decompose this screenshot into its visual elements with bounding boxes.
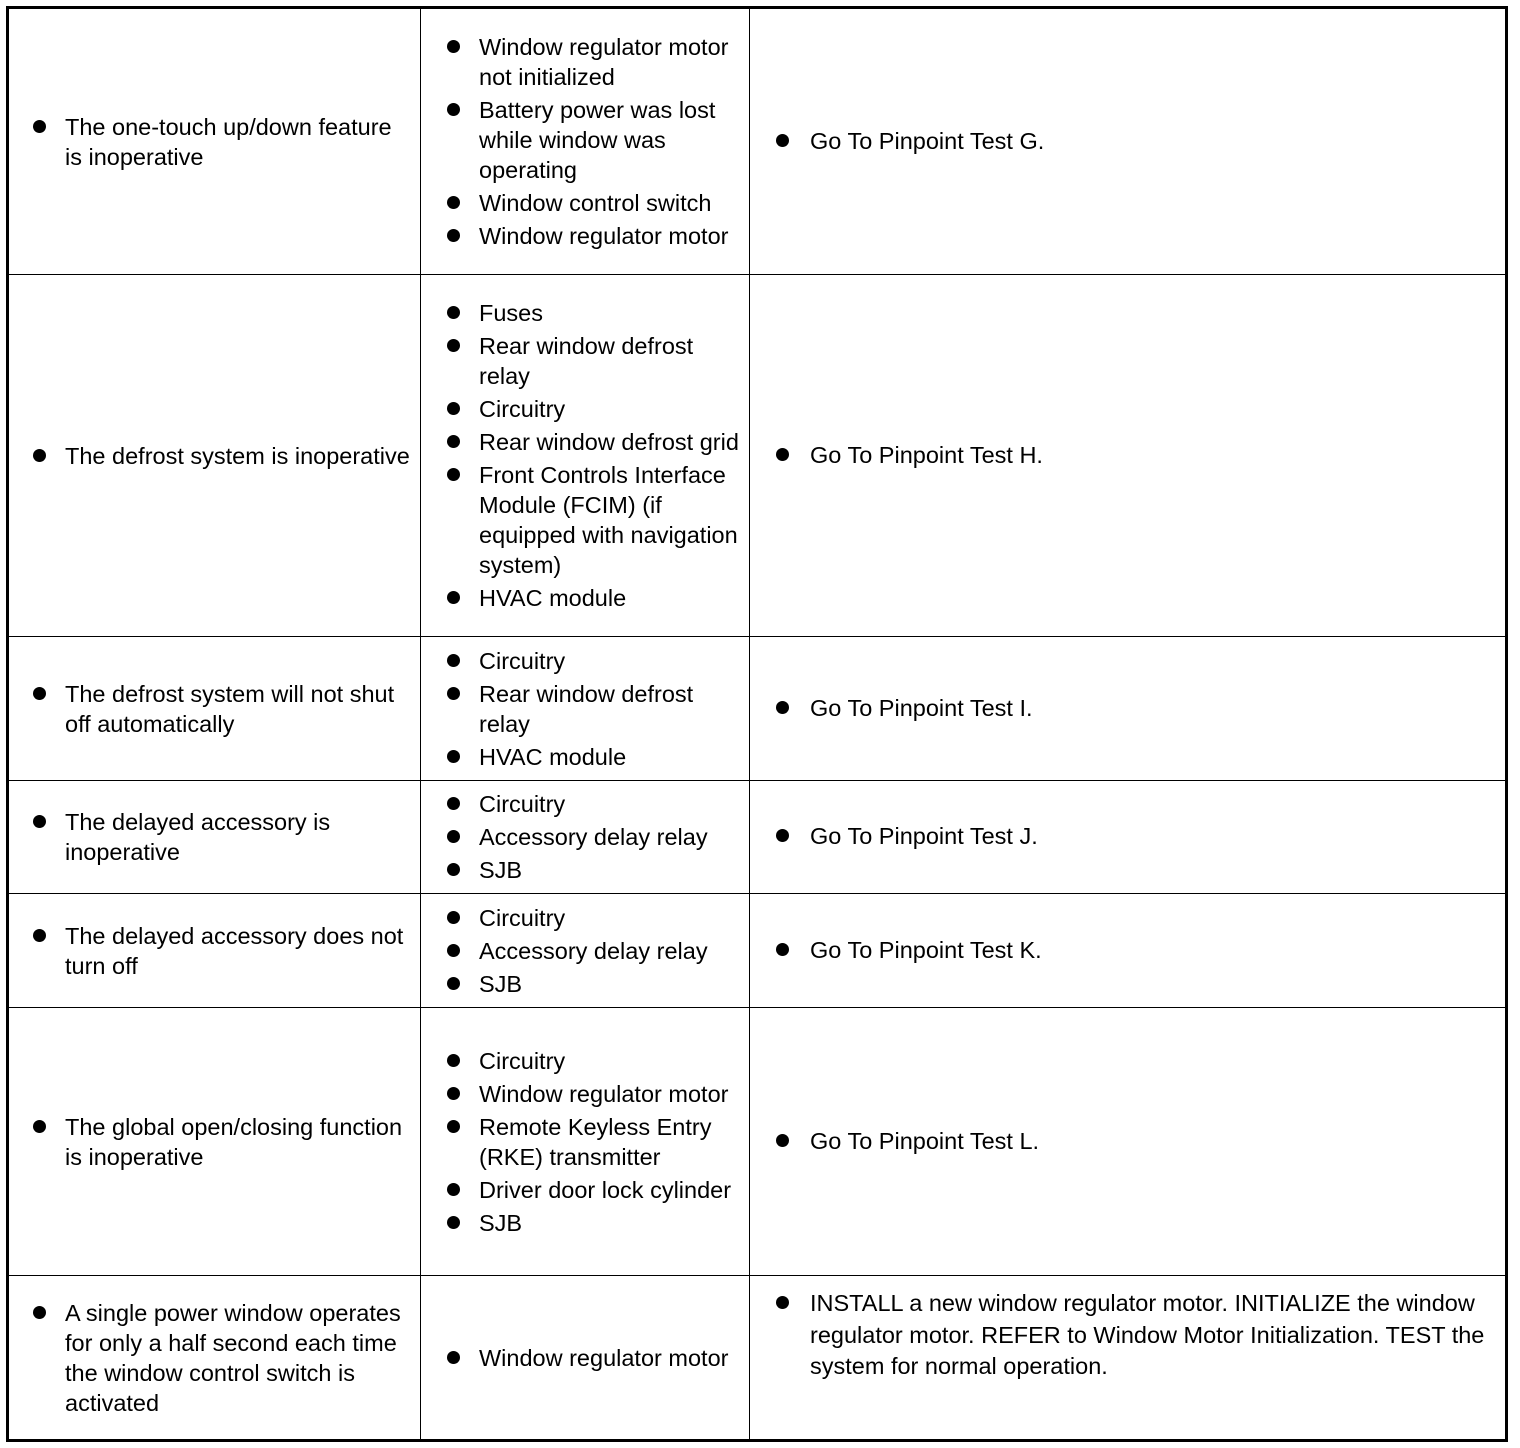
source-item: Circuitry [447,903,745,933]
action-cell [749,781,1505,893]
bullet-icon [447,1054,460,1067]
bullet-icon [776,1296,789,1309]
bullet-icon [447,911,460,924]
possible-source-cell [420,637,749,780]
symptom-item: The global open/closing function is inoperative [33,1112,412,1172]
table-row [9,1275,1505,1439]
bullet-icon [447,654,460,667]
action-cell [749,894,1505,1007]
bullet-icon [33,1120,46,1133]
source-item: Window regulator motor [447,221,745,251]
action-cell [749,1008,1505,1275]
source-item: Rear window defrost relay [447,679,745,739]
action-item: Go To Pinpoint Test G. [776,126,1501,158]
bullet-icon [33,1306,46,1319]
bullet-icon [447,977,460,990]
source-item: Window control switch [447,188,745,218]
bullet-icon [33,120,46,133]
bullet-icon [447,591,460,604]
action-item: Go To Pinpoint Test H. [776,440,1501,472]
bullet-icon [447,863,460,876]
action-cell [749,637,1505,780]
bullet-icon [447,1120,460,1133]
action-item: INSTALL a new window regulator motor. INITIALIZE the window regulator motor. REFER to Window Motor Initialization. TEST the system for normal operation. [776,1288,1501,1383]
symptom-cell [9,1276,420,1439]
possible-source-cell [420,9,749,274]
bullet-icon [447,944,460,957]
symptom-item: The delayed accessory is inoperative [33,807,412,867]
action-cell [749,275,1505,636]
symptom-cell [9,637,420,780]
symptom-cell [9,781,420,893]
bullet-icon [776,943,789,956]
table-row [9,636,1505,780]
action-cell [749,9,1505,274]
bullet-icon [33,449,46,462]
source-item: Rear window defrost relay [447,331,745,391]
source-item: Accessory delay relay [447,936,745,966]
bullet-icon [447,196,460,209]
source-item: Circuitry [447,789,745,819]
source-item: Circuitry [447,394,745,424]
bullet-icon [447,468,460,481]
bullet-icon [447,797,460,810]
action-item: Go To Pinpoint Test J. [776,821,1501,853]
possible-source-cell [420,1276,749,1439]
bullet-icon [447,1351,460,1364]
bullet-icon [447,750,460,763]
symptom-cell [9,894,420,1007]
bullet-icon [776,701,789,714]
bullet-icon [776,829,789,842]
source-item: Circuitry [447,1046,745,1076]
bullet-icon [447,103,460,116]
source-item: SJB [447,969,745,999]
table-row [9,9,1505,274]
symptom-item: The defrost system will not shut off automatically [33,679,412,739]
table-row [9,893,1505,1007]
symptom-cell [9,9,420,274]
possible-source-cell [420,275,749,636]
source-item: Remote Keyless Entry (RKE) transmitter [447,1112,745,1172]
bullet-icon [447,435,460,448]
source-item: Window regulator motor [447,1079,745,1109]
bullet-icon [447,687,460,700]
bullet-icon [776,134,789,147]
bullet-icon [447,402,460,415]
bullet-icon [447,306,460,319]
source-item: SJB [447,855,745,885]
diagnostic-table [6,6,1508,1442]
bullet-icon [33,815,46,828]
table-row [9,1007,1505,1275]
symptom-cell [9,1008,420,1275]
bullet-icon [33,929,46,942]
source-item: Fuses [447,298,745,328]
symptom-item: A single power window operates for only a half second each time the window control switch is activated [33,1298,412,1418]
source-item: Window regulator motor not initialized [447,32,745,92]
action-cell [749,1276,1505,1439]
source-item: Driver door lock cylinder [447,1175,745,1205]
bullet-icon [447,40,460,53]
table-row [9,274,1505,636]
bullet-icon [447,339,460,352]
possible-source-cell [420,781,749,893]
source-item: HVAC module [447,583,745,613]
action-item: Go To Pinpoint Test L. [776,1126,1501,1158]
action-item: Go To Pinpoint Test I. [776,693,1501,725]
possible-source-cell [420,894,749,1007]
symptom-item: The defrost system is inoperative [33,441,412,471]
symptom-cell [9,275,420,636]
bullet-icon [776,448,789,461]
bullet-icon [447,1216,460,1229]
symptom-item: The one-touch up/down feature is inoperative [33,112,412,172]
bullet-icon [447,830,460,843]
source-item: HVAC module [447,742,745,772]
table-row [9,780,1505,893]
possible-source-cell [420,1008,749,1275]
bullet-icon [33,687,46,700]
bullet-icon [447,1183,460,1196]
bullet-icon [447,229,460,242]
source-item: SJB [447,1208,745,1238]
source-item: Window regulator motor [447,1343,745,1373]
source-item: Rear window defrost grid [447,427,745,457]
source-item: Front Controls Interface Module (FCIM) (if equipped with navigation system) [447,460,745,580]
source-item: Circuitry [447,646,745,676]
source-item: Accessory delay relay [447,822,745,852]
symptom-item: The delayed accessory does not turn off [33,921,412,981]
bullet-icon [447,1087,460,1100]
action-item: Go To Pinpoint Test K. [776,935,1501,967]
bullet-icon [776,1134,789,1147]
source-item: Battery power was lost while window was operating [447,95,745,185]
